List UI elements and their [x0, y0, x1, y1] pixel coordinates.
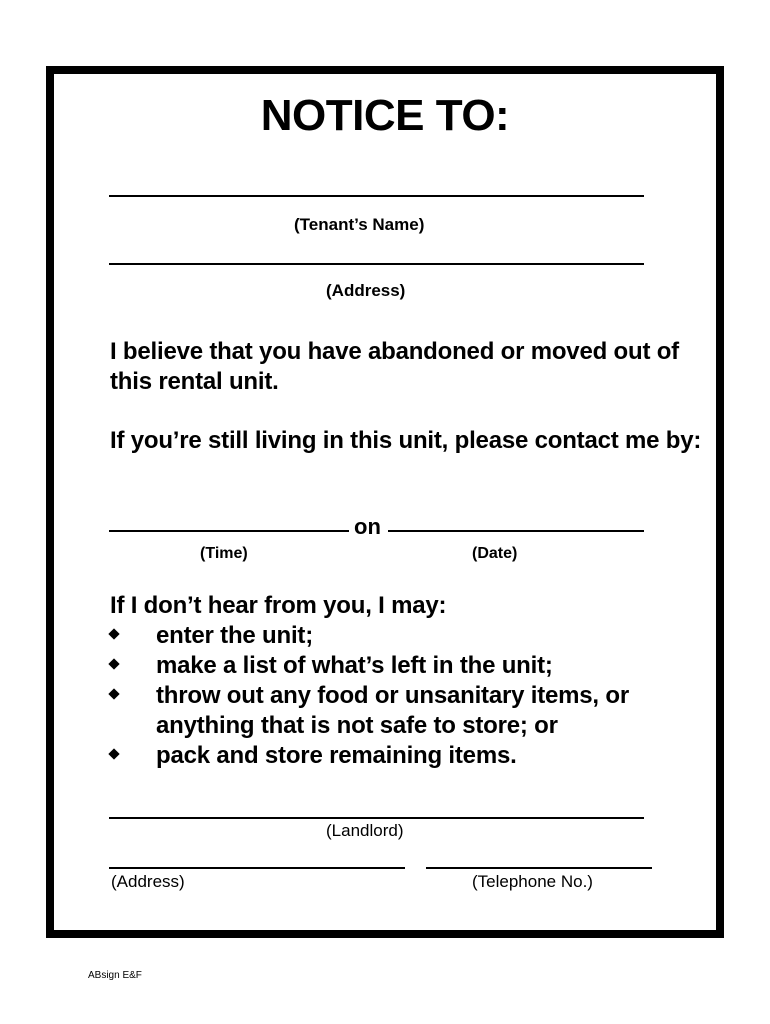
landlord-label: (Landlord) — [326, 821, 404, 840]
contact-request: If you’re still living in this unit, please contact me by: — [110, 427, 702, 454]
list-item — [110, 741, 710, 771]
date-label: (Date) — [472, 545, 518, 562]
diamond-bullet-icon — [108, 688, 119, 699]
actions-list — [110, 621, 710, 771]
action-text: pack and store remaining items. — [156, 742, 517, 769]
landlord-address-label: (Address) — [111, 872, 185, 891]
list-item — [110, 681, 710, 741]
notice-frame — [46, 66, 724, 938]
list-item — [110, 621, 710, 651]
action-text: make a list of what’s left in the unit; — [156, 652, 553, 679]
diamond-bullet-icon — [108, 748, 119, 759]
diamond-bullet-icon — [108, 628, 119, 639]
tenant-address-line[interactable] — [109, 263, 644, 265]
time-label: (Time) — [200, 545, 248, 562]
on-word: on — [354, 514, 381, 539]
landlord-line[interactable] — [109, 817, 644, 819]
notice-title: NOTICE TO: — [260, 91, 510, 140]
tenant-name-line[interactable] — [109, 195, 644, 197]
action-text: throw out any food or unsanitary items, or anything that is not safe to store; or — [156, 682, 629, 739]
list-item — [110, 651, 710, 681]
diamond-bullet-icon — [108, 658, 119, 669]
date-line[interactable] — [388, 530, 644, 532]
tenant-address-label: (Address) — [326, 281, 406, 300]
action-text: enter the unit; — [156, 622, 313, 649]
time-line[interactable] — [109, 530, 349, 532]
telephone-label: (Telephone No.) — [472, 872, 593, 891]
tenant-name-label: (Tenant’s Name) — [294, 215, 425, 234]
telephone-line[interactable] — [426, 867, 652, 869]
landlord-address-line[interactable] — [109, 867, 405, 869]
intent-statement: If I don’t hear from you, I may: — [110, 592, 447, 619]
form-code: ABsign E&F — [88, 970, 142, 981]
abandonment-statement: I believe that you have abandoned or moved out of this rental unit. — [110, 338, 679, 395]
